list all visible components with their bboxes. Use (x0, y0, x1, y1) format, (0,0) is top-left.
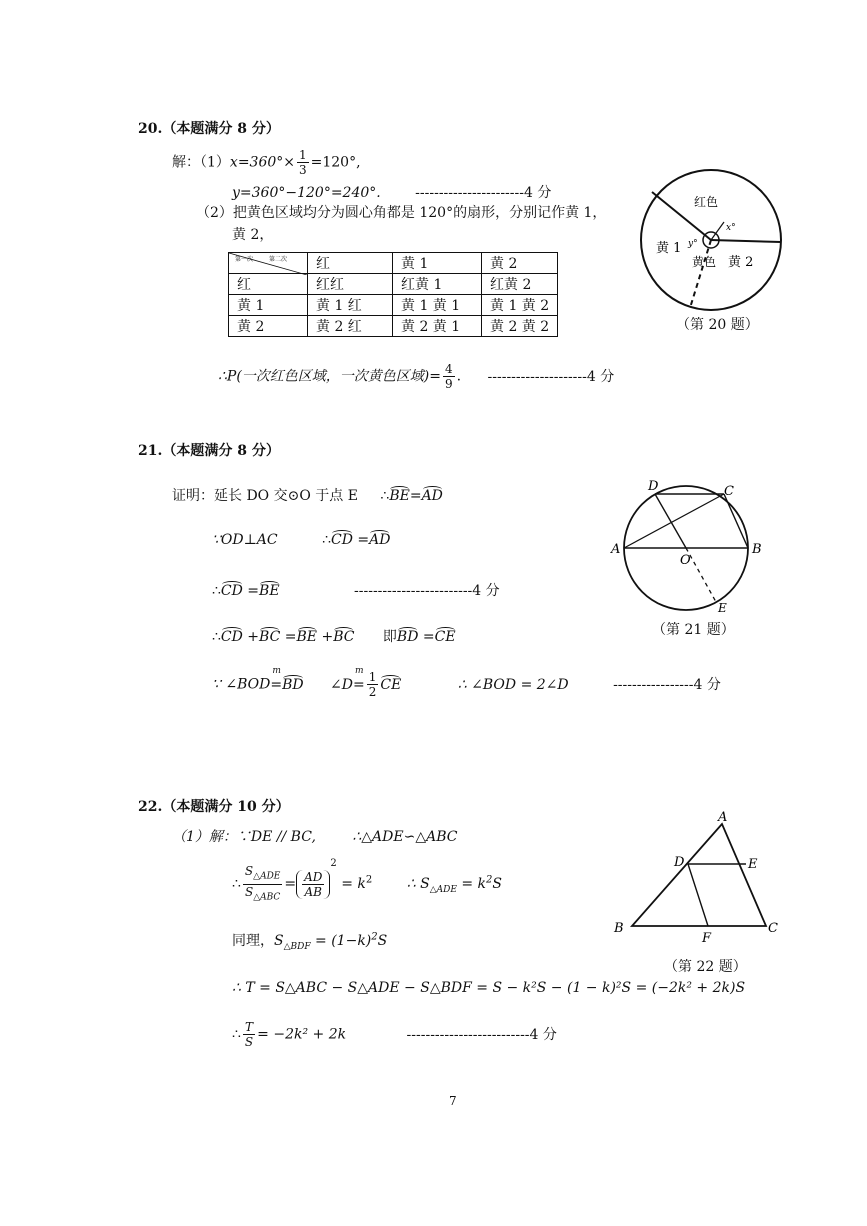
q20-part1-line2 (232, 182, 551, 202)
table-cell: 黄 1 (229, 295, 308, 316)
page-number: 7 (449, 1094, 457, 1108)
table-header-cell: 黄 2 (482, 253, 558, 274)
q20-part2-text-cont: 黄 2， (232, 227, 274, 243)
arc-symbol: BE (389, 488, 410, 504)
q22-heading: 22.（本题满分 10 分） (138, 799, 290, 815)
q22-line4: ∴ T = S△ABC − S△ADE − S△BDF = S − k²S − (1 − k)²S = (−2k² + 2k)S (232, 980, 746, 996)
q21-line2 (212, 532, 390, 548)
point-b-label: B (752, 542, 762, 557)
q20-figure-caption: （第 20 题） (676, 317, 759, 333)
therefore-symbol: ∴ (232, 876, 241, 892)
table-header-cell: 黄 1 (393, 253, 482, 274)
label-y: y° (688, 239, 698, 249)
point-e-label: E (718, 601, 727, 615)
equals-sign: = (280, 629, 297, 645)
q22-line5 (232, 1020, 557, 1049)
area-ratio-fraction: $\frac{S_{\triangle ADE}}{S_{\triangle ABC}}$ (244, 864, 281, 902)
table-cell: 黄 2 红 (308, 316, 393, 337)
arc-symbol: AD (369, 532, 391, 548)
spinner-pointer (711, 222, 724, 240)
table-cell: 红黄 1 (393, 274, 482, 295)
table-row (229, 274, 558, 295)
q21-circle-figure (608, 476, 778, 616)
formula-text: S (377, 933, 388, 949)
exponent: 2 (486, 874, 493, 886)
table-header-cell: 红 (308, 253, 393, 274)
q21-figure-caption: （第 21 题） (652, 622, 735, 638)
arc-symbol: BE (259, 583, 280, 599)
corner-label-first: 第一次 (235, 256, 254, 263)
score-mark: -----------------4 分 (613, 676, 721, 693)
point-a-label: A (718, 810, 728, 825)
subscript: △BDF (283, 941, 311, 952)
point-a-label: A (611, 542, 621, 557)
point-o-label: O (680, 553, 691, 568)
q22-figure-caption: （第 22 题） (664, 959, 747, 975)
score-mark: -----------------------4 分 (415, 185, 552, 201)
equals-sign: = (284, 876, 297, 892)
equals-sign: = (409, 488, 422, 504)
table-row (229, 316, 558, 337)
plus-sign: + (242, 629, 260, 645)
therefore-symbol: ∴ (212, 629, 221, 645)
arc-symbol: BE (296, 629, 318, 645)
q20-part1-line1 (172, 148, 361, 177)
q22-line1 (172, 826, 457, 846)
formula-text: ∴ S (406, 876, 430, 892)
point-c-label: C (724, 484, 734, 499)
arc-symbol: BD (396, 629, 419, 645)
fraction: $\frac{1}{2}$ (368, 670, 377, 699)
fraction: $\frac{1}{3}$ (299, 148, 307, 177)
arc-symbol: BC (333, 629, 355, 645)
formula-text: ∴P(一次红色区域，一次黄色区域)= (218, 368, 441, 385)
proof-text: 即 (382, 629, 397, 645)
segment-do (655, 494, 686, 548)
formula-text: y=360°−120°=240°. (232, 185, 381, 201)
formula-text: S (274, 933, 284, 949)
q22-triangle-figure (608, 808, 788, 944)
exponent: 2 (365, 874, 373, 886)
exponent: 2 (371, 931, 378, 943)
arc-symbol: CE (380, 676, 402, 693)
formula-text: = (1−k) (310, 933, 372, 949)
q20-conclusion (218, 362, 614, 391)
therefore-symbol: ∴ (212, 583, 221, 599)
corner-label-second: 第二次 (269, 256, 288, 263)
sector-boundary (711, 240, 781, 242)
arc-symbol: CE (434, 629, 456, 645)
parenthesized-fraction: $\frac{AD}{AB}$ (296, 870, 330, 899)
part-label: （1） (200, 154, 230, 171)
q21-line1 (172, 485, 443, 505)
formula-text: =120°, (310, 154, 361, 171)
arc-symbol: CD (220, 629, 243, 645)
formula-text: S (492, 876, 502, 892)
table-cell: 红 (229, 274, 308, 295)
therefore-symbol: ∴ (322, 532, 331, 548)
q20-spinner-figure (636, 168, 786, 318)
fraction: $\frac{T}{S}$ (244, 1020, 254, 1049)
arc-symbol: BC (259, 629, 281, 645)
equals-sign: = (353, 676, 365, 693)
q20-outcome-table (228, 252, 558, 337)
table-cell: 黄 1 红 (308, 295, 393, 316)
chord-cb (724, 494, 748, 548)
q21-line4 (212, 626, 456, 646)
q21-line3 (212, 580, 500, 600)
point-e-label: E (748, 857, 758, 872)
equals-sign: = (270, 676, 283, 693)
formula-text: . (456, 368, 462, 385)
dashed-divider (690, 240, 711, 308)
label-yellow-1: 黄 1 (656, 241, 682, 256)
point-f-label: F (702, 931, 712, 944)
proof-text: ∴ ∠BOD = 2∠D (457, 676, 569, 693)
label-x: x° (726, 223, 736, 233)
segment-df (688, 864, 708, 926)
q20-heading: 20.（本题满分 8 分） (138, 121, 280, 137)
arc-symbol: BD (282, 676, 304, 693)
formula-text: = −2k² + 2k (257, 1026, 347, 1043)
chord-ac (624, 494, 724, 548)
proof-text: ∵ ∠BOD (212, 676, 271, 693)
table-cell: 黄 2 黄 1 (393, 316, 482, 337)
point-b-label: B (614, 921, 624, 936)
therefore-symbol: ∴ (232, 1026, 241, 1043)
arc-symbol: CD (220, 583, 243, 599)
table-cell: 红黄 2 (482, 274, 558, 295)
therefore-symbol: ∴ (380, 488, 390, 504)
equals-sign: = (352, 532, 370, 548)
score-mark: --------------------------4 分 (406, 1026, 557, 1043)
formula-text: = k (456, 876, 487, 892)
arc-symbol: CD (330, 532, 353, 548)
table-cell: 红红 (308, 274, 393, 295)
label-red: 红色 (694, 195, 719, 209)
table-cell: 黄 1 黄 1 (393, 295, 482, 316)
equals-sign: = (242, 583, 260, 599)
score-mark: ---------------------4 分 (487, 368, 615, 385)
table-row (229, 295, 558, 316)
arc-symbol: AD (421, 488, 443, 504)
triangle-abc (632, 824, 766, 926)
q22-line3 (232, 930, 387, 952)
table-cell: 黄 2 黄 2 (482, 316, 558, 337)
label-yellow: 黄色 (692, 255, 717, 269)
q22-line2 (232, 858, 502, 904)
table-corner-cell (229, 253, 308, 274)
solution-text: 同理， (232, 933, 274, 949)
measure-mark: m (272, 665, 281, 676)
proof-text: ∠D (330, 676, 354, 693)
q20-part2-text: （2）把黄色区域均分为圆心角都是 120°的扇形，分别记作黄 1， (196, 205, 607, 221)
exponent: 2 (330, 858, 337, 869)
subscript: △ADE (429, 884, 457, 895)
solution-text: （1）解：∵DE // BC, (172, 829, 316, 845)
solution-text: ∴△ADE∽△ABC (352, 829, 458, 845)
score-mark: -------------------------4 分 (354, 583, 500, 599)
fraction: $\frac{4}{9}$ (444, 362, 453, 391)
table-row (229, 253, 558, 274)
measure-mark: m (355, 665, 364, 676)
equals-sign: = (418, 629, 435, 645)
q21-heading: 21.（本题满分 8 分） (138, 443, 280, 459)
point-d-label: D (674, 855, 685, 870)
q21-line5 (212, 665, 721, 699)
point-d-label: D (648, 479, 659, 494)
table-cell: 黄 1 黄 2 (482, 295, 558, 316)
proof-text: ∵OD⊥AC (212, 532, 278, 548)
label-yellow-2: 黄 2 (728, 255, 754, 270)
table-cell: 黄 2 (229, 316, 308, 337)
formula-text: = k (341, 876, 366, 892)
solution-label: 解： (172, 154, 200, 171)
proof-text: 证明：延长 DO 交⊙O 于点 E (172, 488, 358, 504)
formula-text: x=360°× (229, 154, 295, 171)
plus-sign: + (317, 629, 334, 645)
point-c-label: C (768, 921, 778, 936)
